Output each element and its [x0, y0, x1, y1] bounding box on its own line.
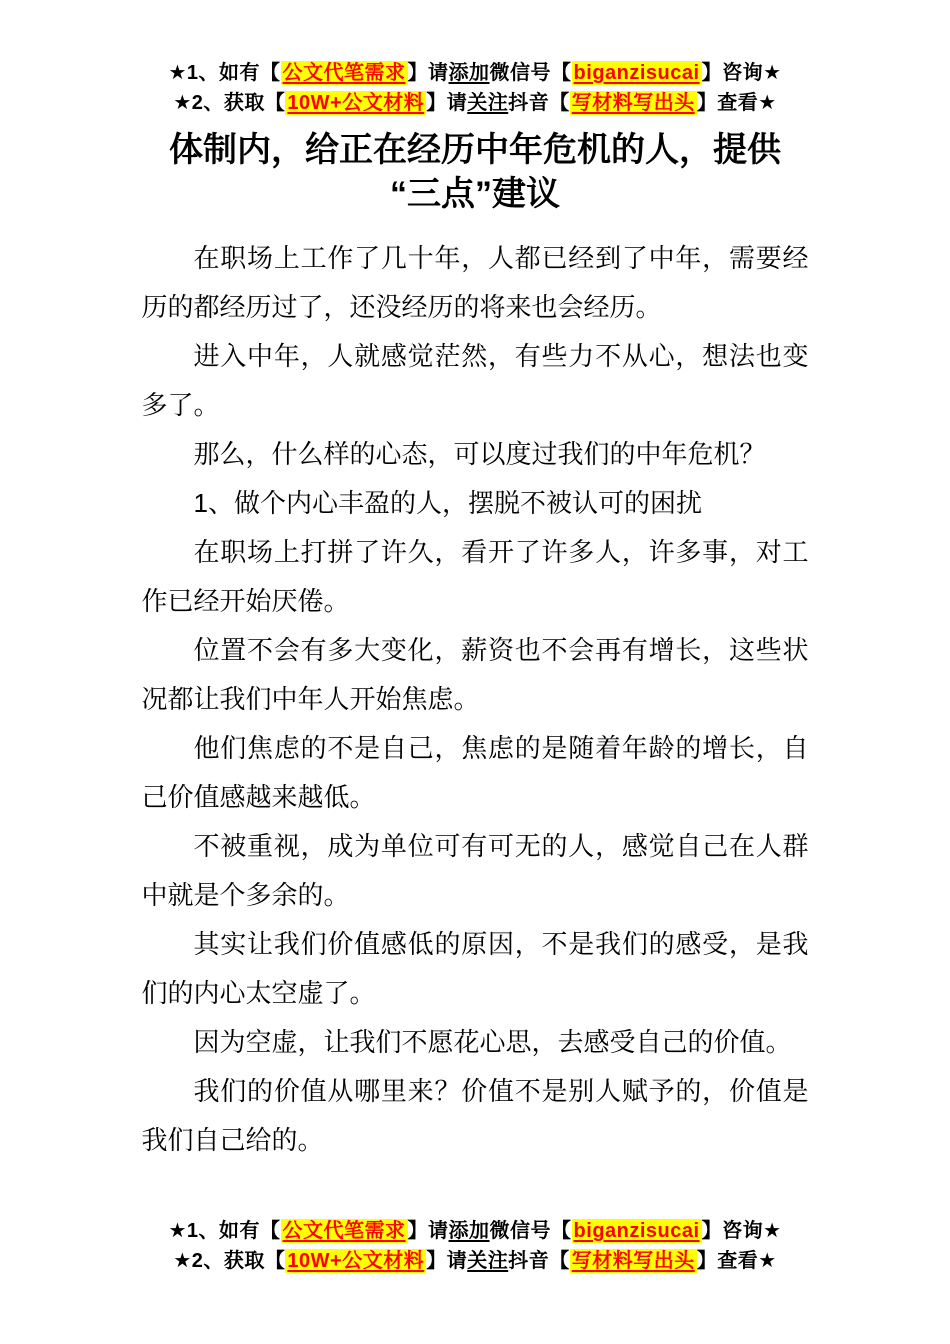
body-paragraph: 他们焦虑的不是自己，焦虑的是随着年龄的增长，自己价值感越来越低。 — [141, 733, 809, 812]
header-notice — [0, 0, 950, 118]
notice-underline-text: 关注 — [467, 1250, 509, 1272]
notice-plain-text: 】请 — [407, 1220, 449, 1242]
title-line-1: 体制内，给正在经历中年危机的人，提供 — [169, 131, 781, 169]
notice-plain-text: ★1、如有【 — [168, 62, 281, 84]
notice-underline-text: 添加 — [448, 62, 490, 84]
notice-highlight-text: 写材料写出头 — [571, 92, 695, 114]
body-paragraph: 那么，什么样的心态，可以度过我们的中年危机？ — [193, 439, 766, 469]
notice-plain-text: 】请 — [426, 1250, 468, 1272]
notice-highlight-text: 10W+公文材料 — [287, 1250, 425, 1272]
notice-highlight-text: 公文代笔需求 — [282, 1220, 406, 1242]
notice-plain-text: 】查看★ — [696, 1250, 777, 1272]
body-paragraph: 位置不会有多大变化，薪资也不会再有增长，这些状况都让我们中年人开始焦虑。 — [141, 635, 809, 714]
body-paragraph: 我们的价值从哪里来？价值不是别人赋予的，价值是我们自己给的。 — [141, 1076, 809, 1155]
body-paragraph: 因为空虚，让我们不愿花心思，去感受自己的价值。 — [193, 1027, 792, 1057]
notice-highlight-text: biganzisucai — [573, 1220, 700, 1242]
footer-notice-line-1 — [0, 1216, 950, 1246]
notice-plain-text: 抖音【 — [508, 92, 570, 114]
notice-highlight-text: 写材料写出头 — [571, 1250, 695, 1272]
header-notice-line-1 — [0, 58, 950, 88]
notice-plain-text: ★2、获取【 — [173, 92, 286, 114]
notice-highlight-text: 公文代笔需求 — [282, 62, 406, 84]
footer-notice — [0, 1216, 950, 1276]
body-paragraph: 进入中年，人就感觉茫然，有些力不从心，想法也变多了。 — [141, 341, 809, 420]
notice-plain-text: 抖音【 — [508, 1250, 570, 1272]
notice-plain-text: ★1、如有【 — [168, 1220, 281, 1242]
notice-plain-text: 微信号【 — [489, 1220, 572, 1242]
notice-underline-text: 添加 — [448, 1220, 490, 1242]
body-paragraph: 其实让我们价值感低的原因，不是我们的感受，是我们的内心太空虚了。 — [141, 929, 809, 1008]
body-paragraph: 不被重视，成为单位可有可无的人，感觉自己在人群中就是个多余的。 — [141, 831, 809, 910]
title-line-2: “三点”建议 — [390, 175, 560, 213]
notice-plain-text: ★2、获取【 — [173, 1250, 286, 1272]
notice-plain-text: 微信号【 — [489, 62, 572, 84]
document-title — [125, 128, 825, 216]
header-notice-line-2 — [0, 88, 950, 118]
notice-plain-text: 】咨询★ — [701, 1220, 782, 1242]
notice-highlight-text: 10W+公文材料 — [287, 92, 425, 114]
body-paragraph: 1、做个内心丰盈的人，摆脱不被认可的困扰 — [193, 488, 702, 518]
notice-underline-text: 关注 — [467, 92, 509, 114]
document-body — [142, 234, 809, 1165]
notice-plain-text: 】请 — [407, 62, 449, 84]
notice-plain-text: 】请 — [426, 92, 468, 114]
body-paragraph: 在职场上打拼了许久，看开了许多人，许多事，对工作已经开始厌倦。 — [141, 537, 809, 616]
notice-plain-text: 】查看★ — [696, 92, 777, 114]
body-paragraph: 在职场上工作了几十年，人都已经到了中年，需要经历的都经历过了，还没经历的将来也会经历。 — [141, 243, 809, 322]
footer-notice-line-2 — [0, 1246, 950, 1276]
notice-plain-text: 】咨询★ — [701, 62, 782, 84]
notice-highlight-text: biganzisucai — [573, 62, 700, 84]
